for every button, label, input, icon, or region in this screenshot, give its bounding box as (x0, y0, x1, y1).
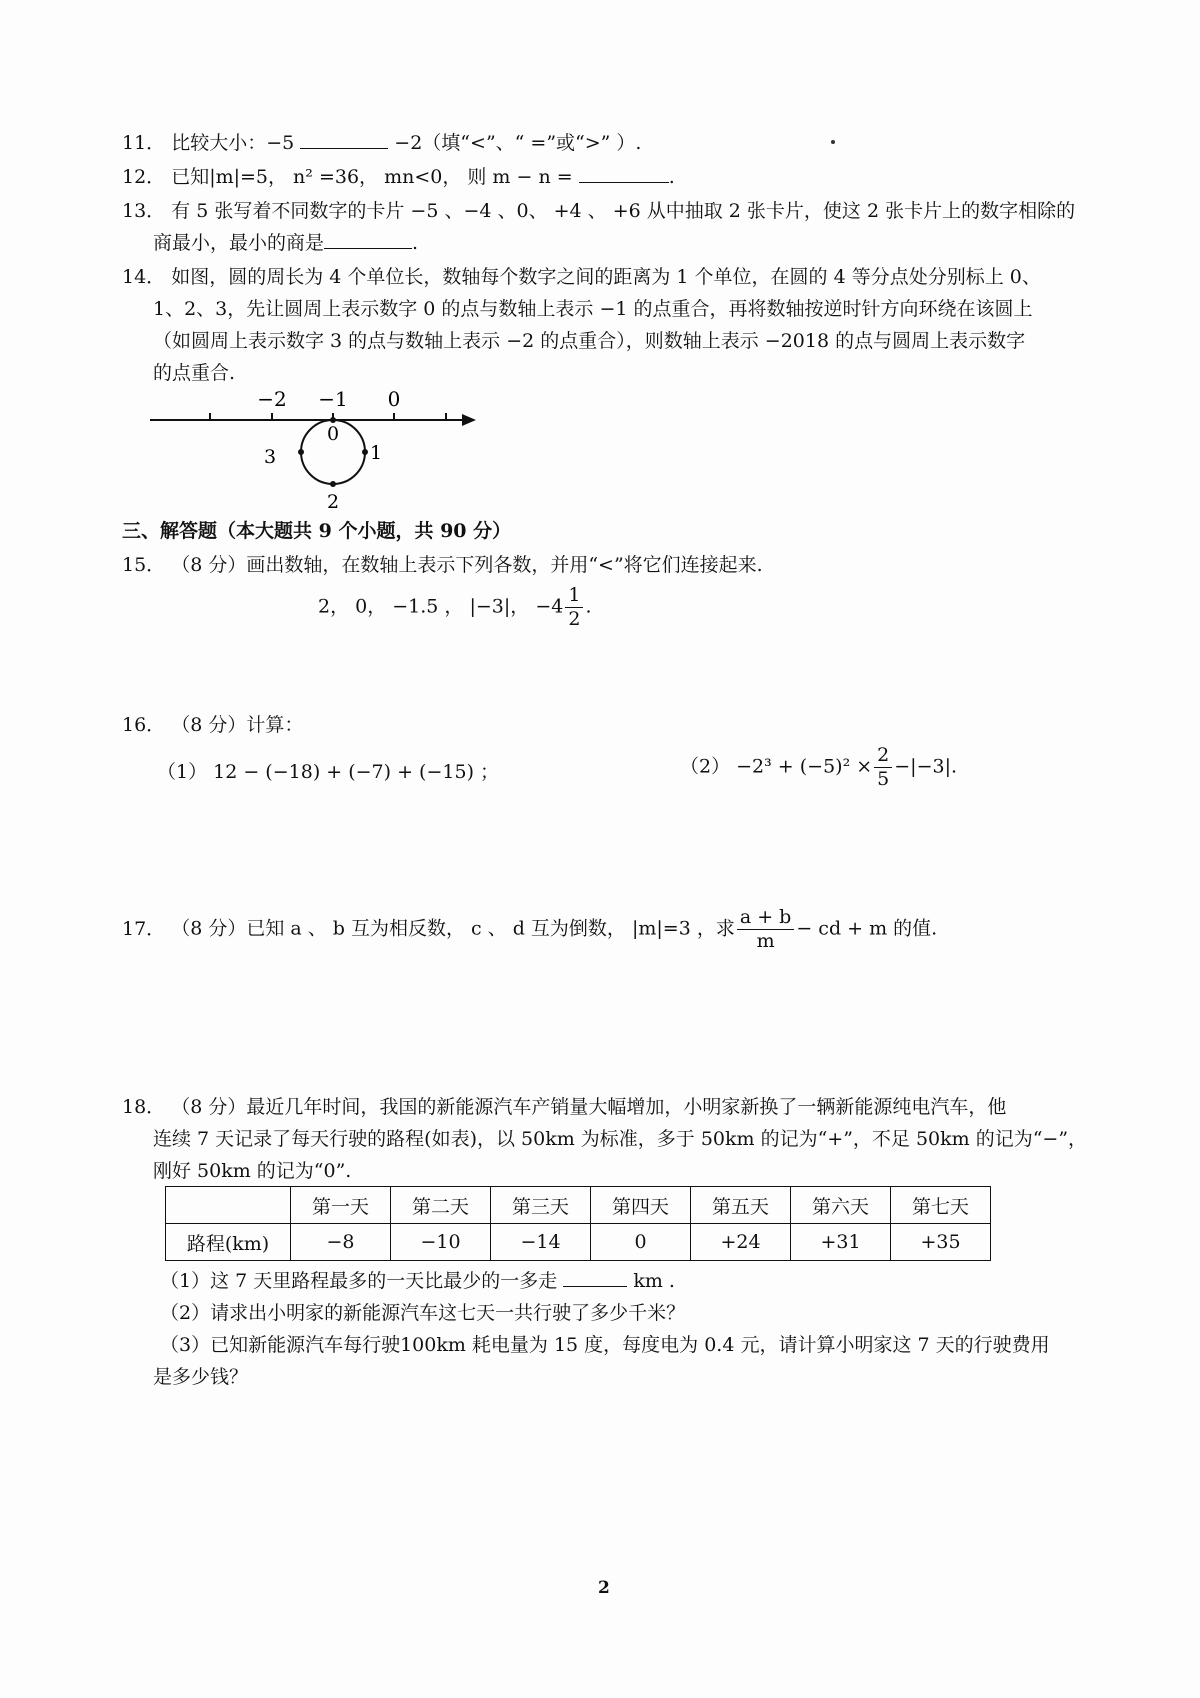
q14-text-line2: 1、2、3，先让圆周上表示数字 0 的点与数轴上表示 −1 的点重合，再将数轴按逆时针方向环绕在该圆上 (153, 298, 1033, 320)
table-header-cell: 第二天 (391, 1187, 491, 1224)
mileage-table (165, 1186, 991, 1261)
q18-sub1-unit: km . (633, 1270, 675, 1292)
table-header-row (166, 1187, 991, 1224)
table-header-cell: 第三天 (491, 1187, 591, 1224)
axis-label-minus1: −1 (318, 388, 348, 411)
table-cell: 0 (591, 1224, 691, 1261)
circle-label-bottom: 2 (326, 491, 340, 513)
q15-fraction (565, 586, 583, 629)
question-number: 13． (122, 200, 166, 222)
table-header-cell: 第一天 (291, 1187, 391, 1224)
question-13-line2 (153, 228, 418, 258)
q17-fraction (737, 908, 795, 951)
table-cell: −14 (491, 1224, 591, 1261)
axis-label-minus2: −2 (257, 388, 287, 411)
q17-post: − cd + m 的值. (796, 917, 938, 940)
q12-answer-blank[interactable] (579, 164, 669, 183)
q16-part2 (680, 746, 957, 789)
table-header-cell: 第六天 (791, 1187, 891, 1224)
circle-point-1 (362, 449, 368, 455)
question-14-line3 (153, 326, 1025, 356)
q18-sub1 (160, 1266, 675, 1296)
question-12 (122, 162, 675, 192)
circle-label-top: 0 (326, 423, 340, 445)
table-header-cell (166, 1187, 291, 1224)
q11-answer-blank[interactable] (300, 130, 388, 149)
table-row-label: 路程(km) (166, 1224, 291, 1261)
question-15 (122, 550, 763, 580)
q18-sub1-text: （1）这 7 天里路程最多的一天比最少的一多走 (160, 1270, 558, 1292)
q16-part1 (157, 752, 499, 792)
q13-answer-blank[interactable] (324, 230, 412, 249)
q16-part2-pre: （2） −2³ + (−5)² × (680, 755, 873, 778)
question-18-line3 (153, 1156, 351, 1186)
q15-end: . (585, 595, 592, 618)
q18-sub3-line2 (153, 1362, 248, 1392)
q18-sub3-line1 (160, 1330, 1050, 1360)
q14-text-line3: （如圆周上表示数字 3 的点与数轴上表示 −2 的点重合），则数轴上表示 −2018 的点与圆周上表示数字 (153, 330, 1026, 352)
q16-part1-text: （1） 12 − (−18) + (−7) + (−15) ； (157, 761, 500, 783)
q16-fraction (874, 746, 892, 789)
circle-point-2 (330, 481, 336, 487)
question-number: 17． (122, 917, 166, 940)
number-line-circle-figure (140, 388, 480, 518)
question-17 (122, 908, 937, 951)
q13-end: . (412, 232, 419, 254)
fraction-numerator: a + b (737, 908, 795, 930)
table-cell: +24 (691, 1224, 791, 1261)
q15-values-text: 2， 0， −1.5 ， |−3|， −4 (318, 595, 564, 618)
q18-text-line3: 刚好 50km 的记为“0”. (153, 1160, 352, 1182)
table-header-cell: 第七天 (891, 1187, 991, 1224)
question-18-line1 (122, 1092, 1006, 1122)
table-header-cell: 第四天 (591, 1187, 691, 1224)
axis-label-zero: 0 (387, 388, 401, 411)
q15-values (318, 586, 591, 629)
q12-text: 已知|m|=5， n² =36， mn<0， 则 m − n = (171, 166, 573, 188)
q14-text-line1: 如图，圆的周长为 4 个单位长，数轴每个数字之间的距离为 1 个单位，在圆的 4 等分点处分别标上 0、 (171, 266, 1041, 288)
fraction-numerator: 2 (874, 746, 892, 768)
q13-text-line2: 商最小，最小的商是 (153, 232, 325, 254)
question-number: 14． (122, 266, 166, 288)
circle-point-3 (298, 449, 304, 455)
q17-text: （8 分）已知 a 、 b 互为相反数， c 、 d 互为倒数， |m|=3 ，求 (171, 917, 735, 940)
question-number: 11． (122, 132, 166, 154)
circle-label-right: 1 (369, 442, 383, 464)
q18-sub3-text-line1: （3）已知新能源汽车每行驶100km 耗电量为 15 度，每度电为 0.4 元，请计算小明家这 7 天的行驶费用 (160, 1334, 1050, 1356)
question-number: 15． (122, 554, 166, 576)
table-cell: −10 (391, 1224, 491, 1261)
q18-sub3-text-line2: 是多少钱？ (153, 1366, 249, 1388)
q18-text-line2: 连续 7 天记录了每天行驶的路程(如表)，以 50km 为标准，多于 50km 的记为“+”，不足 50km 的记为“−”， (153, 1128, 1088, 1150)
q11-text-pre: 比较大小：−5 (171, 132, 295, 154)
q16-text: （8 分）计算： (171, 714, 304, 736)
question-13-line1 (122, 196, 1075, 226)
table-cell: −8 (291, 1224, 391, 1261)
fraction-denominator: 5 (877, 768, 890, 790)
question-16 (122, 710, 303, 740)
q14-text-line4: 的点重合. (153, 362, 236, 384)
q16-part2-post: −|−3|. (894, 755, 958, 778)
section-3-title-text: 三、解答题（本大题共 9 个小题，共 90 分） (122, 520, 512, 542)
question-14-line4 (153, 358, 235, 388)
q18-sub2 (160, 1298, 685, 1328)
axis-arrow-icon (462, 414, 476, 426)
stray-dot (831, 140, 835, 144)
question-number: 18． (122, 1096, 166, 1118)
table-cell: +35 (891, 1224, 991, 1261)
question-number: 12． (122, 166, 166, 188)
question-14-line1 (122, 262, 1041, 292)
question-14-line2 (153, 294, 1033, 324)
q18-sub1-answer-blank[interactable] (563, 1268, 627, 1287)
q12-end: . (668, 166, 675, 188)
circle-label-left: 3 (263, 446, 277, 468)
question-11 (122, 128, 641, 158)
fraction-numerator: 1 (565, 586, 583, 608)
table-row (166, 1224, 991, 1261)
table-header-cell: 第五天 (691, 1187, 791, 1224)
q11-text-post: −2（填“<”、“ =”或“>” ）. (394, 132, 642, 154)
page-number: 2 (598, 1578, 610, 1598)
fraction-denominator: 2 (568, 608, 581, 630)
q13-text-line1: 有 5 张写着不同数字的卡片 −5 、−4 、0、 +4 、 +6 从中抽取 2 张卡片，使这 2 张卡片上的数字相除的 (171, 200, 1076, 222)
question-18-line2 (153, 1124, 1087, 1154)
question-number: 16． (122, 714, 166, 736)
table-cell: +31 (791, 1224, 891, 1261)
q18-sub2-text: （2）请求出小明家的新能源汽车这七天一共行驶了多少千米？ (160, 1302, 686, 1324)
fraction-denominator: m (756, 930, 775, 952)
section-3-title (122, 516, 511, 546)
q18-text-line1: （8 分）最近几年时间，我国的新能源汽车产销量大幅增加，小明家新换了一辆新能源纯电汽车，他 (171, 1096, 1007, 1118)
q15-text: （8 分）画出数轴，在数轴上表示下列各数，并用“<”将它们连接起来. (171, 554, 763, 576)
